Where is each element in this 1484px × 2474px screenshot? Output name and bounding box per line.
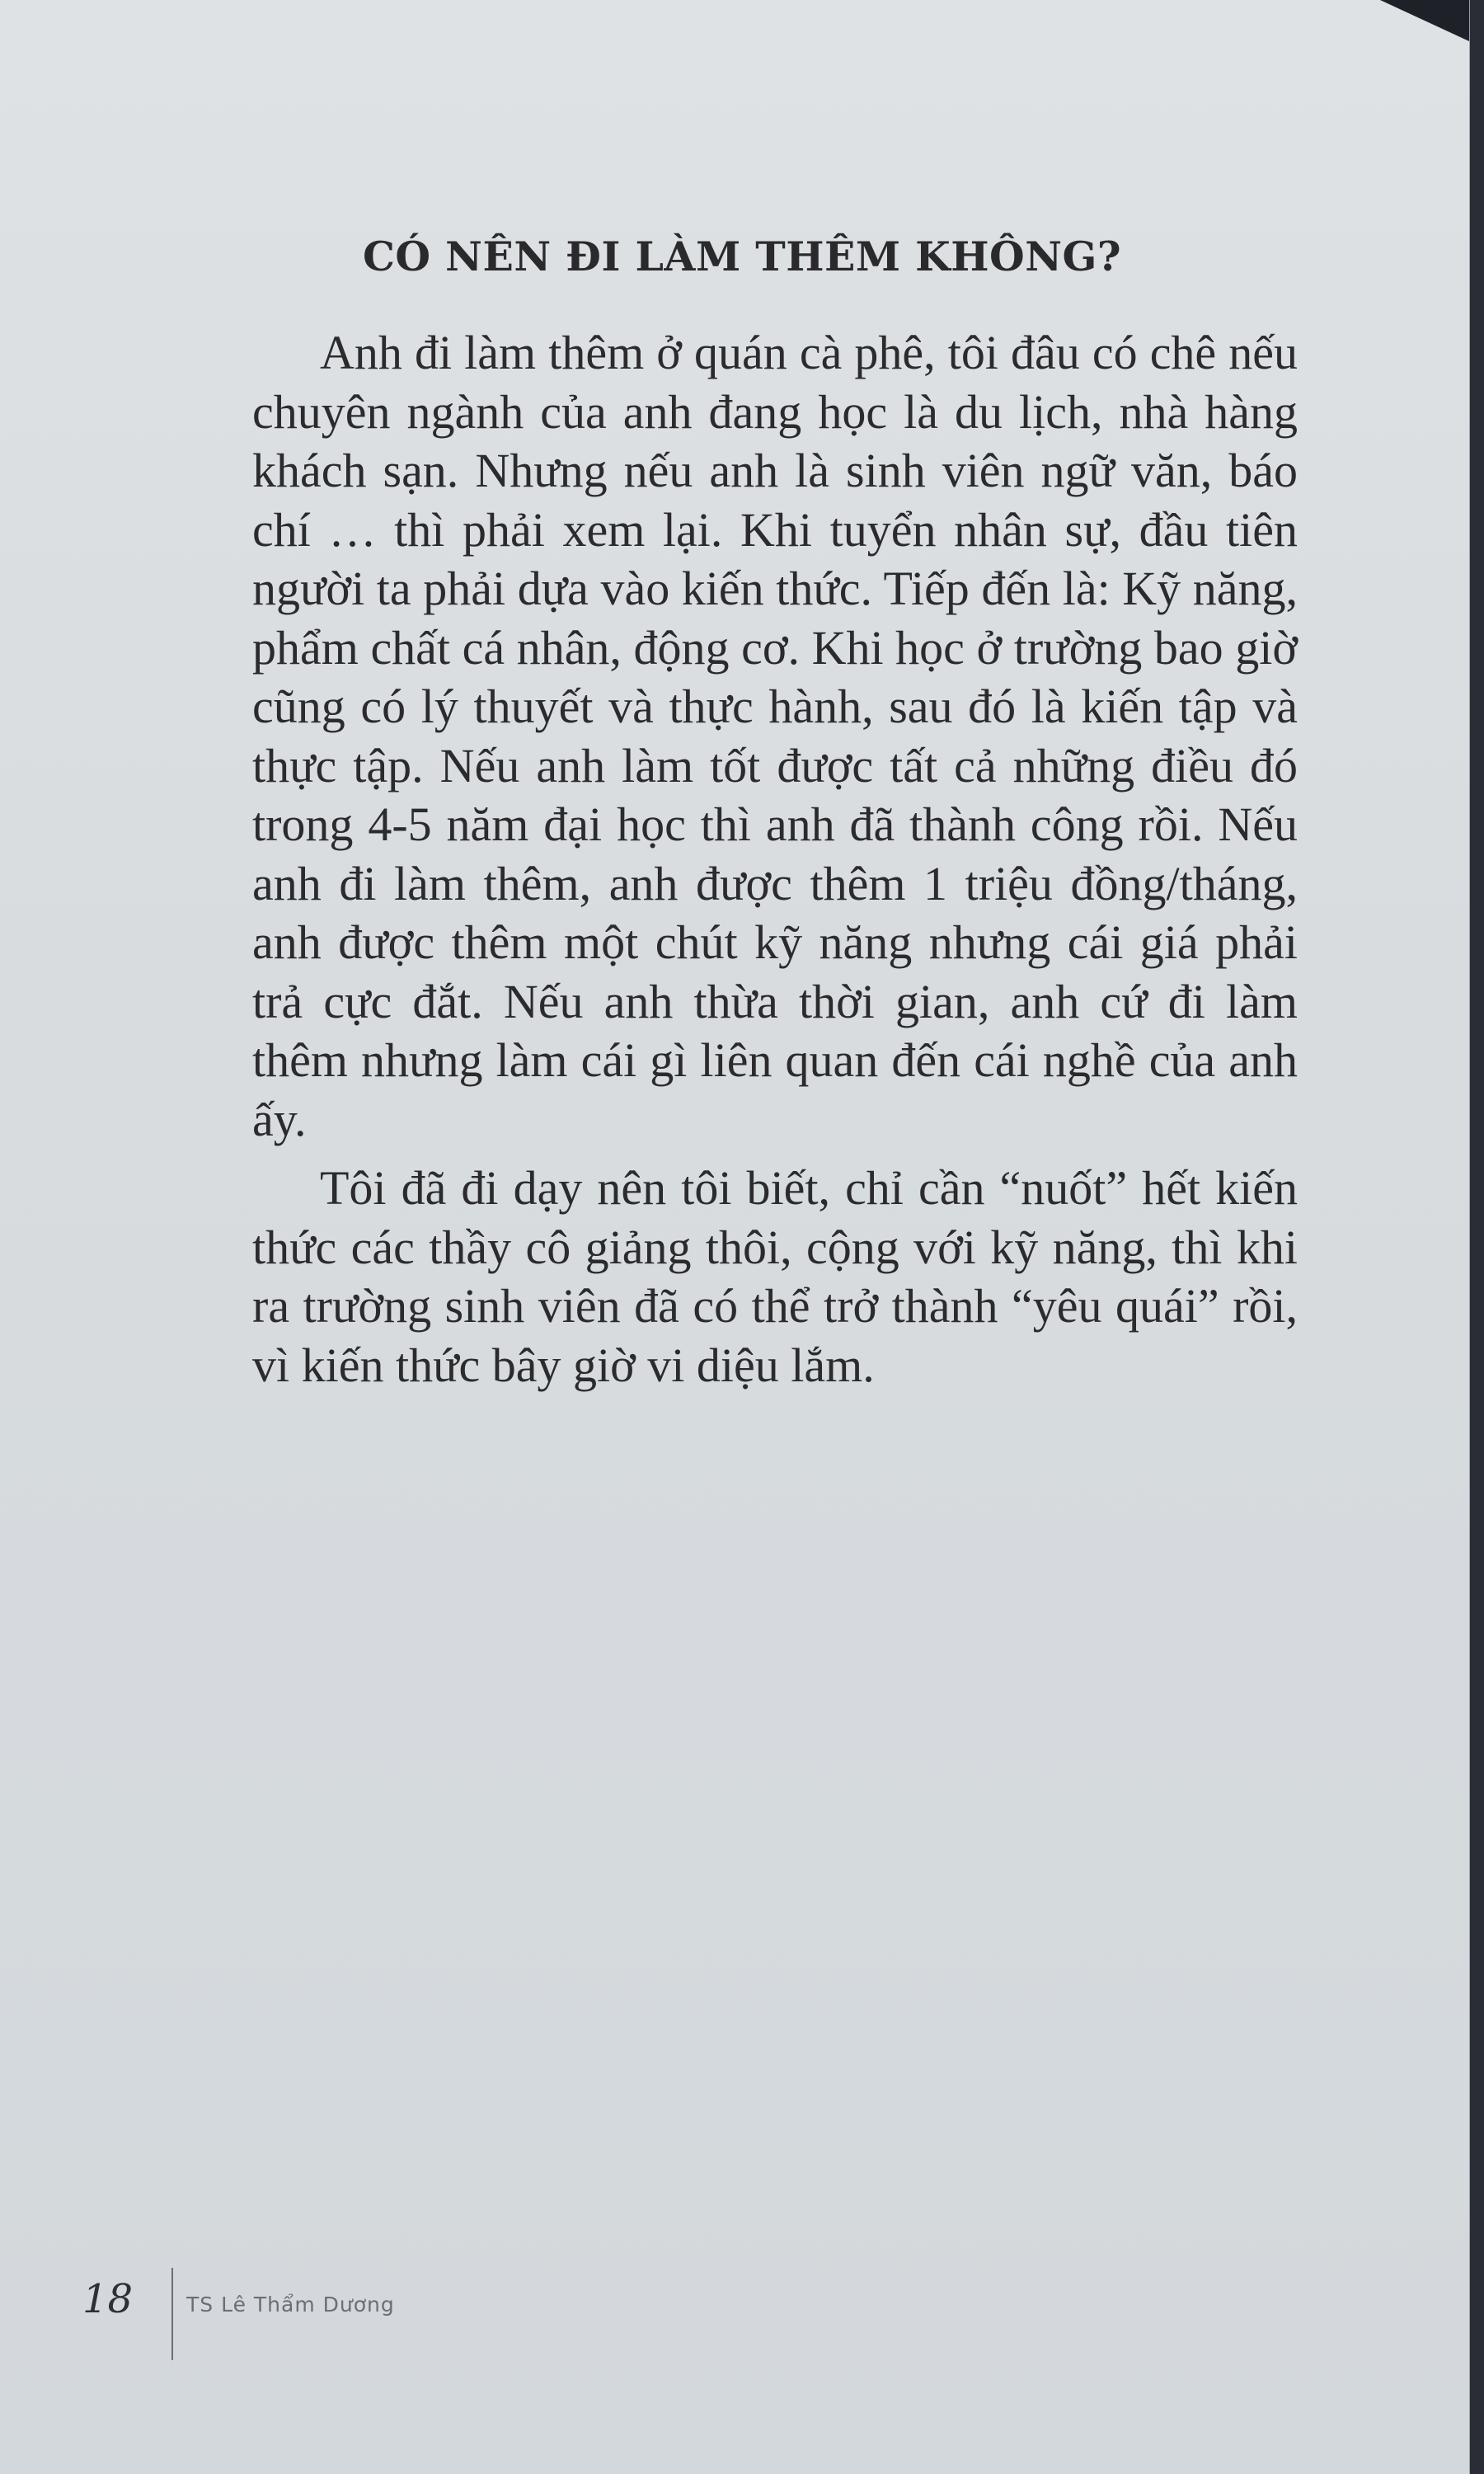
paragraph-2: Tôi đã đi dạy nên tôi biết, chỉ cần “nuốt” hết kiến thức các thầy cô giảng thôi, cộng với kỹ năng, thì khi ra trường sinh viên đã có thể trở thành “yêu quái” rồi, vì kiến thức bây giờ vi diệu lắm. [252,1161,1298,1392]
footer-divider [171,2268,173,2360]
page-title: CÓ NÊN ĐI LÀM THÊM KHÔNG? [362,233,1122,280]
running-head-author: TS Lê Thẩm Dương [186,2293,395,2316]
article-body [252,323,1298,1404]
paragraph-1: Anh đi làm thêm ở quán cà phê, tôi đâu có chê nếu chuyên ngành của anh đang học là du lịch, nhà hàng khách sạn. Nhưng nếu anh là sinh viên ngữ văn, báo chí … thì phải xem lại. Khi tuyển nhân sự, đầu tiên người ta phải dựa vào kiến thức. Tiếp đến là: Kỹ năng, phẩm chất cá nhân, động cơ. Khi học ở trường bao giờ cũng có lý thuyết và thực hành, sau đó là kiến tập và thực tập. Nếu anh làm tốt được tất cả những điều đó trong 4-5 năm đại học thì anh đã thành công rồi. Nếu anh đi làm thêm, anh được thêm 1 triệu đồng/tháng, anh được thêm một chút kỹ năng nhưng cái giá phải trả cực đắt. Nếu anh thừa thời gian, anh cứ đi làm thêm nhưng làm cái gì liên quan đến cái nghề của anh ấy. [252,326,1298,1146]
page-corner-shadow [1370,0,1469,41]
page-number: 18 [82,2276,134,2322]
